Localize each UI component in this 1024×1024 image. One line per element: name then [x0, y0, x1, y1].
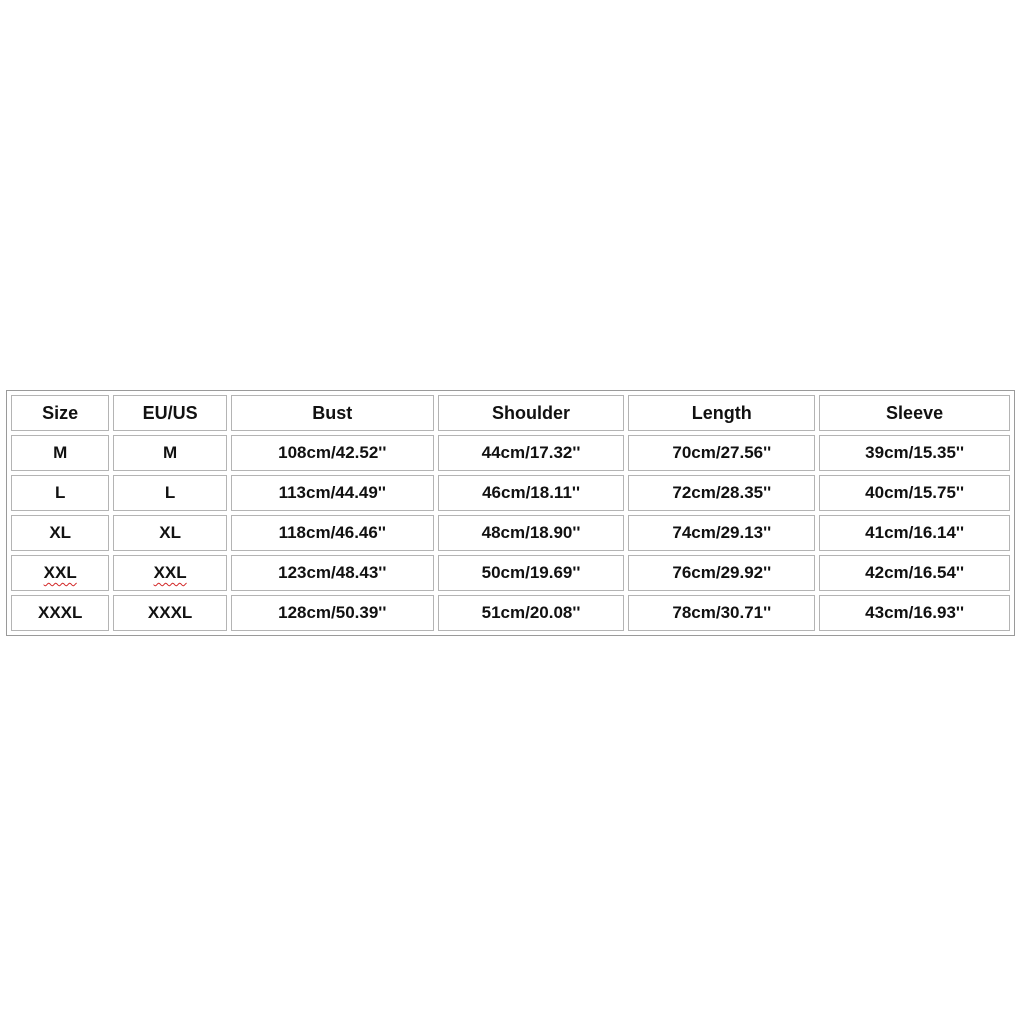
- length-cell: 76cm/29.92'': [628, 555, 815, 591]
- table-row: [11, 435, 1010, 471]
- shoulder-cell: 48cm/18.90'': [438, 515, 625, 551]
- size-chart-table: [6, 390, 1015, 636]
- shoulder-cell: 50cm/19.69'': [438, 555, 625, 591]
- table-row: [11, 515, 1010, 551]
- length-cell: 74cm/29.13'': [628, 515, 815, 551]
- header-cell-length: Length: [628, 395, 815, 431]
- sleeve-cell: 42cm/16.54'': [819, 555, 1010, 591]
- sleeve-cell: 43cm/16.93'': [819, 595, 1010, 631]
- eu-us-cell: L: [113, 475, 226, 511]
- eu-us-cell: M: [113, 435, 226, 471]
- eu-us-cell: XXXL: [113, 595, 226, 631]
- bust-cell: 128cm/50.39'': [231, 595, 434, 631]
- size-cell: XL: [11, 515, 109, 551]
- header-cell-sleeve: Sleeve: [819, 395, 1010, 431]
- spellcheck-underlined-text: XXL: [43, 563, 77, 582]
- sleeve-cell: 39cm/15.35'': [819, 435, 1010, 471]
- table-row: [11, 555, 1010, 591]
- shoulder-cell: 51cm/20.08'': [438, 595, 625, 631]
- sleeve-cell: 41cm/16.14'': [819, 515, 1010, 551]
- bust-cell: 113cm/44.49'': [231, 475, 434, 511]
- header-cell-shoulder: Shoulder: [438, 395, 625, 431]
- bust-cell: 108cm/42.52'': [231, 435, 434, 471]
- length-cell: 72cm/28.35'': [628, 475, 815, 511]
- length-cell: 78cm/30.71'': [628, 595, 815, 631]
- eu-us-cell: [113, 555, 226, 591]
- size-cell: XXXL: [11, 595, 109, 631]
- bust-cell: 118cm/46.46'': [231, 515, 434, 551]
- eu-us-cell: XL: [113, 515, 226, 551]
- bust-cell: 123cm/48.43'': [231, 555, 434, 591]
- spellcheck-underlined-text: XXL: [153, 563, 187, 582]
- table-row: [11, 475, 1010, 511]
- header-cell-eu-us: EU/US: [113, 395, 226, 431]
- header-row: [11, 395, 1010, 431]
- size-cell: [11, 555, 109, 591]
- size-cell: L: [11, 475, 109, 511]
- shoulder-cell: 44cm/17.32'': [438, 435, 625, 471]
- header-cell-size: Size: [11, 395, 109, 431]
- length-cell: 70cm/27.56'': [628, 435, 815, 471]
- header-cell-bust: Bust: [231, 395, 434, 431]
- table-row: [11, 595, 1010, 631]
- size-cell: M: [11, 435, 109, 471]
- shoulder-cell: 46cm/18.11'': [438, 475, 625, 511]
- sleeve-cell: 40cm/15.75'': [819, 475, 1010, 511]
